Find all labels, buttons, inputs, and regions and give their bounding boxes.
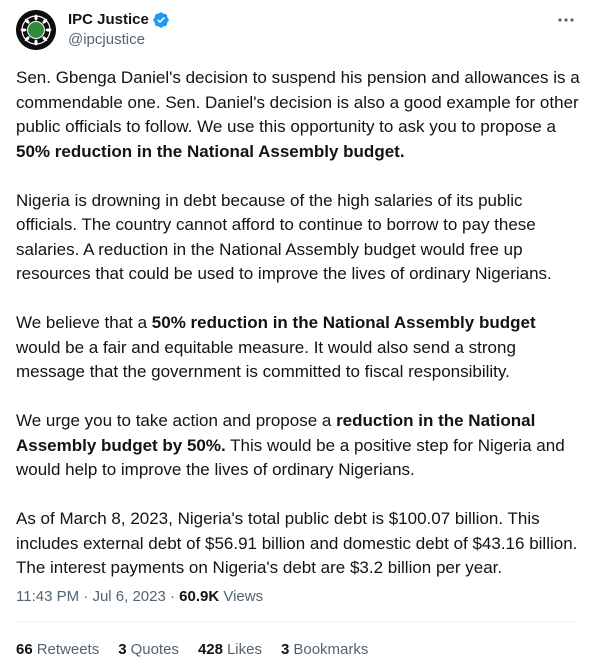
paragraph-3-text-b: would be a fair and equitable measure. It would also send a strong message that the government is committed to fiscal responsibility. (16, 337, 516, 381)
paragraph-1-bold: 50% reduction in the National Assembly budget. (16, 141, 405, 161)
paragraph-2 (16, 189, 580, 287)
avatar[interactable] (16, 10, 56, 50)
verified-badge-icon[interactable] (152, 11, 170, 29)
bookmarks-count: 3 (281, 641, 290, 658)
quotes-stat[interactable] (118, 640, 179, 660)
views-count[interactable]: 60.9K (179, 588, 220, 605)
paragraph-4-bold: reduction in the National Assembly budget by 50%. (16, 411, 536, 455)
name-block (68, 10, 170, 50)
meta-separator-1: · (79, 588, 93, 605)
paragraph-3 (16, 311, 580, 385)
likes-stat[interactable] (198, 640, 262, 660)
quotes-label: Quotes (130, 641, 179, 658)
paragraph-1 (16, 66, 580, 164)
divider (16, 621, 576, 622)
paragraph-4-text-a: We urge you to take action and propose a (16, 411, 337, 430)
paragraph-5-text: As of March 8, 2023, Nigeria's total public debt is $100.07 billion. This includes external debt of $56.91 billion and domestic debt of $43.16 billion. The interest payments on Nigeria's debt are $3.2 billion per year. (16, 509, 578, 577)
likes-label: Likes (226, 641, 262, 658)
tweet-meta (16, 587, 263, 607)
paragraph-3-bold: 50% reduction in the National Assembly budget (151, 313, 536, 332)
retweets-stat[interactable] (16, 640, 99, 660)
paragraph-3-text-a: We believe that a (16, 313, 152, 332)
paragraph-2-text: Nigeria is drowning in debt because of the high salaries of its public officials. The country cannot afford to continue to borrow to pay these salaries. A reduction in the National Assembly budget would free up resources that could be used to improve the lives of ordinary Nigerians. (16, 190, 552, 283)
paragraph-1-text: Sen. Gbenga Daniel's decision to suspend his pension and allowances is a commendable one. Sen. Daniel's decision is also a good example for other public officials to follow. We use this opportunity to ask you to propose a (16, 68, 580, 136)
tweet-date[interactable]: Jul 6, 2023 (92, 588, 166, 605)
handle[interactable]: @ipcjustice (68, 31, 145, 48)
engagement-stats (16, 640, 387, 660)
meta-separator-2: · (165, 588, 180, 605)
tweet-text (16, 66, 580, 581)
paragraph-4-text-b: This would be a positive step for Nigeria and would help to improve the lives of ordinary Nigerians. (16, 435, 565, 479)
paragraph-5 (16, 507, 580, 581)
retweets-count: 66 (16, 641, 33, 658)
retweets-label: Retweets (36, 641, 100, 658)
wreath-logo-icon (16, 10, 56, 50)
bookmarks-stat[interactable] (281, 640, 368, 660)
paragraph-4 (16, 409, 580, 483)
tweet-header (16, 10, 576, 50)
views-label: Views (219, 588, 264, 605)
likes-count: 428 (197, 641, 223, 658)
display-name[interactable]: IPC Justice (68, 11, 149, 28)
more-options-icon[interactable] (556, 12, 576, 28)
display-name-row (68, 10, 170, 30)
tweet-time[interactable]: 11:43 PM (16, 588, 80, 605)
bookmarks-label: Bookmarks (293, 641, 369, 658)
quotes-count: 3 (118, 641, 127, 658)
